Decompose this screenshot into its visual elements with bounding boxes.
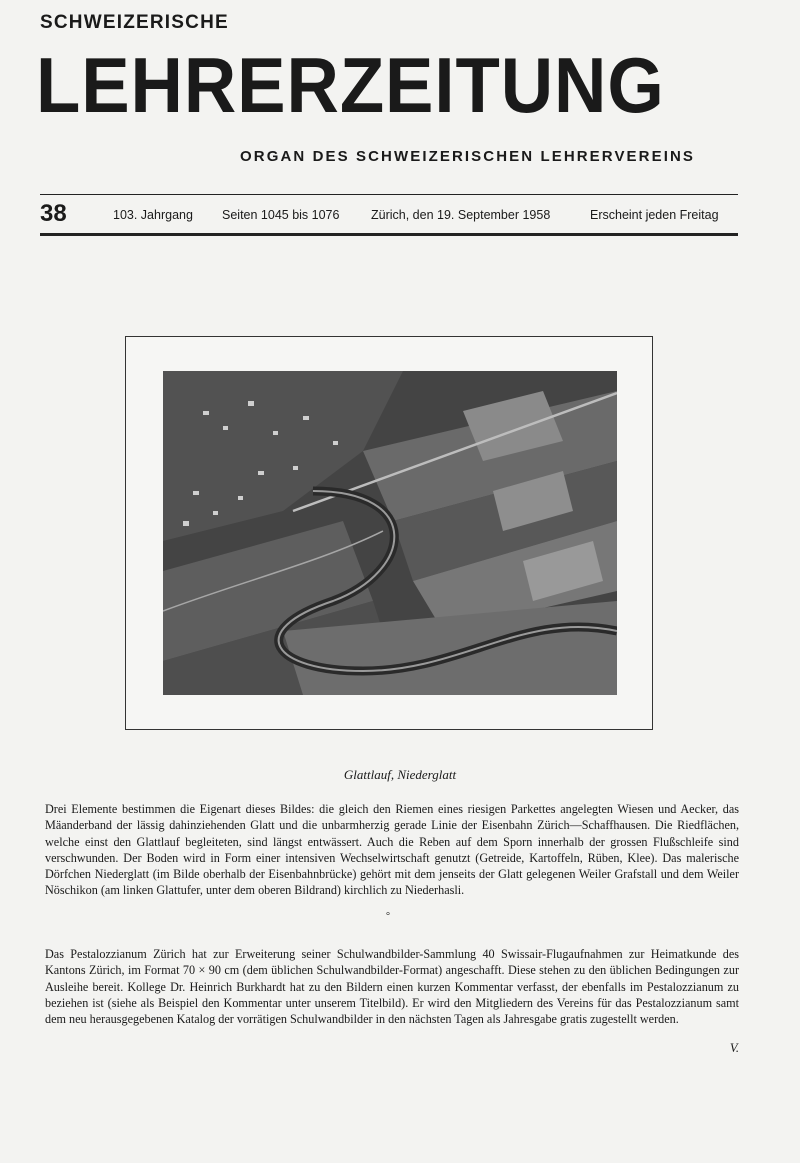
section-separator: ° xyxy=(386,911,390,922)
bottom-rule xyxy=(40,233,738,236)
article-paragraph-2: Das Pestalozzianum Zürich hat zur Erweiterung seiner Schulwandbilder-Sammlung 40 Swissair-Flugaufnahmen zur Heimatkunde des Kantons Zürich, im Format 70 × 90 cm (dem üblichen Schulwandbilder-Format) angeschafft. Diese stehen zu den üblichen Bedingungen zur Ausleihe bereit. Kollege Dr. Heinrich Burkhardt hat zu den Bildern einen kurzen Kommentar verfasst, der ebenfalls im Pestalozzianum zu beziehen ist (siehe als Beispiel den Kommentar unter unserem Titelbild). Er wird den Mitgliedern des Vereins für das Pestalozzianum samt dem neu herausgegebenen Katalog der vorrätigen Schulwandbilder in den nächsten Tagen als Jahresgabe gratis zugestellt werden. xyxy=(45,947,739,1027)
article-paragraph-1: Drei Elemente bestimmen die Eigenart dieses Bildes: die gleich den Riemen eines riesigen Parkettes angelegten Wiesen und Aecker, das Mäanderband der lässig dahinziehenden Glatt und die unbarmherzig gerade Linie der Eisenbahn Zürich—Schaffhausen. Die Riedflächen, welche einst den Glattlauf begleiteten, sind längst entwässert. Auch die Reben auf dem Sporn innerhalb der grossen Flußschleife sind verschwunden. Der Boden wird in Form einer intensiven Wechselwirtschaft genutzt (Getreide, Kartoffeln, Rüben, Klee). Das malerische Dörfchen Niederglatt (im Bilde oberhalb der Eisenbahnbrücke) gehört mit dem jenseits der Glatt gelegenen Weiler Grafstall und dem Weiler Nöschikon (am linken Glattufer, unter dem oberen Bildrand) kirchlich zu Niederhasli. xyxy=(45,802,739,898)
author-signature: V. xyxy=(729,1041,739,1055)
issue-date: Zürich, den 19. September 1958 xyxy=(371,208,551,222)
photo-caption: Glattlauf, Niederglatt xyxy=(343,767,457,782)
masthead-pre-title: SCHWEIZERISCHE xyxy=(40,12,229,33)
issue-number: 38 xyxy=(40,200,67,227)
issue-volume: 103. Jahrgang xyxy=(113,208,193,222)
top-rule xyxy=(40,194,738,195)
masthead-title: LEHRERZEITUNG xyxy=(36,41,665,129)
issue-pages: Seiten 1045 bis 1076 xyxy=(222,208,340,222)
aerial-photo-illustration xyxy=(163,371,617,695)
masthead-subtitle: ORGAN DES SCHWEIZERISCHEN LEHRERVEREINS xyxy=(240,148,696,165)
aerial-photo xyxy=(163,371,617,695)
issue-info-row xyxy=(40,200,738,230)
issue-frequency: Erscheint jeden Freitag xyxy=(590,208,719,222)
